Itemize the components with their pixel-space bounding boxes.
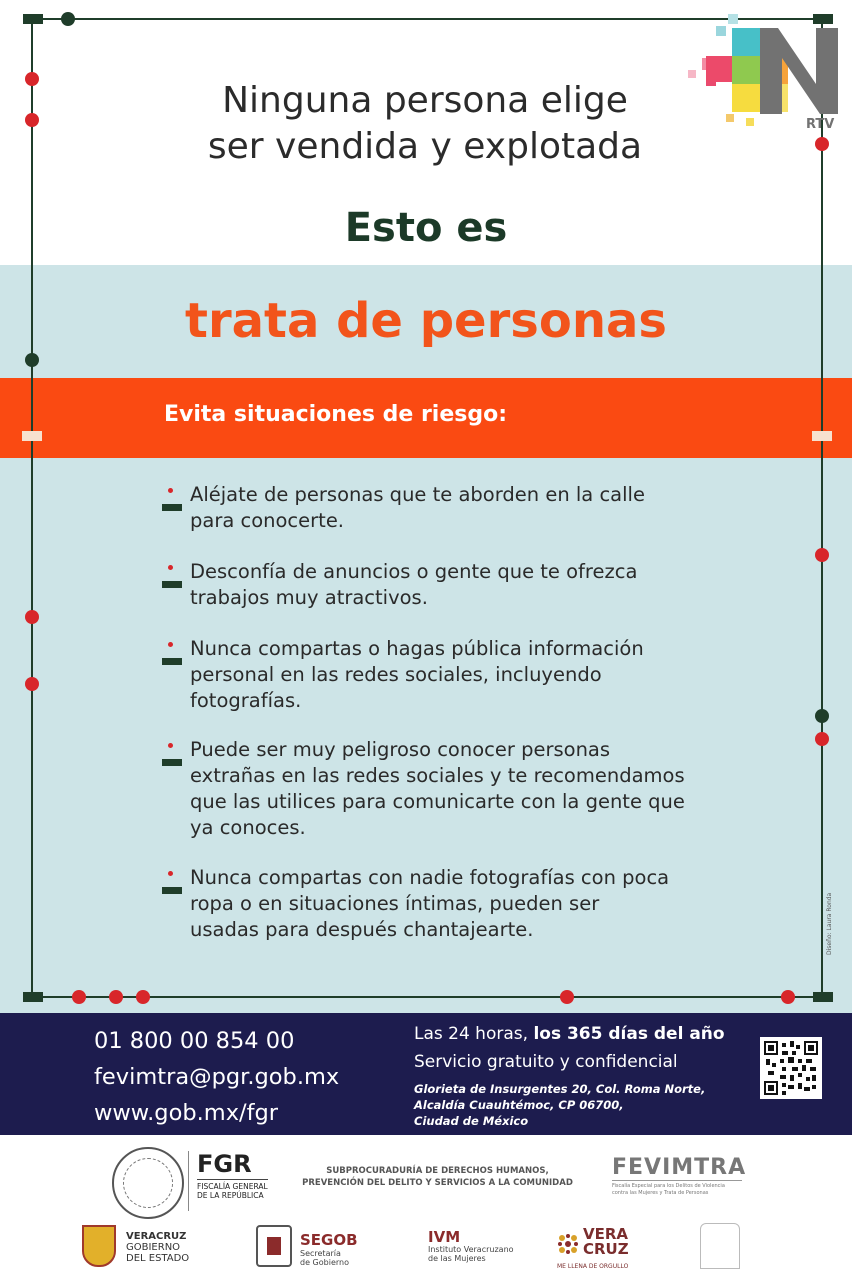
mexico-seal-icon bbox=[112, 1147, 184, 1219]
fgr-logo-subtitle bbox=[197, 1179, 268, 1200]
fevimtra-logo-title: FEVIMTRA bbox=[612, 1155, 747, 1180]
frame-corner-mark bbox=[23, 992, 43, 1002]
design-credit: Diseño: Laura Ronda bbox=[826, 892, 833, 955]
frame-corner-mark bbox=[23, 14, 43, 24]
trata-heading: trata de personas bbox=[185, 293, 667, 349]
address bbox=[414, 1081, 744, 1129]
fgr-logo bbox=[188, 1151, 268, 1211]
vera-line: VERA bbox=[583, 1225, 629, 1243]
frame-side-mark bbox=[22, 431, 42, 441]
contact-band bbox=[0, 1013, 852, 1135]
tip-line: Aléjate de personas que te aborden en la calle bbox=[190, 483, 645, 506]
frame-red-dot bbox=[25, 113, 39, 127]
tip-line: Nunca compartas o hagas pública información bbox=[190, 637, 644, 660]
frame-green-dot bbox=[815, 709, 829, 723]
tip-line: que las utilices para comunicarte con la gente que bbox=[190, 790, 685, 813]
tip-line: Puede ser muy peligroso conocer personas bbox=[190, 738, 611, 761]
veracruz-flower-icon bbox=[557, 1233, 579, 1255]
frame-red-dot bbox=[781, 990, 795, 1004]
frame-red-dot bbox=[815, 548, 829, 562]
frame-side-mark bbox=[812, 431, 832, 441]
address-line: Ciudad de México bbox=[414, 1114, 529, 1128]
risk-bar-label: Evita situaciones de riesgo: bbox=[164, 402, 508, 427]
segob-sub: Secretaría bbox=[300, 1249, 341, 1258]
phone-number[interactable]: 01 800 00 854 00 bbox=[94, 1028, 295, 1054]
logos-band bbox=[0, 1135, 852, 1280]
segob-sub: de Gobierno bbox=[300, 1258, 349, 1267]
headline-line2: ser vendida y explotada bbox=[207, 126, 643, 167]
tip-line: usadas para después chantajearte. bbox=[190, 918, 534, 941]
qr-code[interactable] bbox=[760, 1037, 822, 1099]
frame-red-dot bbox=[560, 990, 574, 1004]
fgr-logo-sub1: FISCALÍA GENERAL bbox=[197, 1182, 268, 1191]
frame-green-dot bbox=[25, 353, 39, 367]
tip-line: personal en las redes sociales, incluyendo bbox=[190, 663, 602, 686]
tip-line: para conocerte. bbox=[190, 509, 345, 532]
frame-red-dot bbox=[109, 990, 123, 1004]
vera-line: CRUZ bbox=[583, 1240, 629, 1258]
frame-red-dot bbox=[25, 677, 39, 691]
tip-line: ya conoces. bbox=[190, 816, 306, 839]
fevimtra-logo-subtitle: Fiscalía Especial para los Delitos de Violencia contra las Mujeres y Trata de Personas bbox=[612, 1180, 742, 1197]
frame-red-dot bbox=[136, 990, 150, 1004]
website-link[interactable]: www.gob.mx/fgr bbox=[94, 1100, 279, 1126]
svg-text:RTV: RTV bbox=[806, 117, 835, 130]
hours-text bbox=[414, 1021, 744, 1047]
tip-line: Desconfía de anuncios o gente que te ofrezca bbox=[190, 560, 638, 583]
subpro-line: SUBPROCURADURÍA DE DERECHOS HUMANOS, bbox=[326, 1166, 549, 1176]
hours-text-a: Las 24 horas, bbox=[414, 1024, 534, 1044]
ver-line: GOBIERNO bbox=[126, 1242, 181, 1253]
ivm-logo bbox=[428, 1229, 538, 1263]
subpro-line: PREVENCIÓN DEL DELITO Y SERVICIOS A LA COMUNIDAD bbox=[302, 1178, 573, 1188]
ivm-sub: de las Mujeres bbox=[428, 1254, 486, 1263]
frame-red-dot bbox=[815, 732, 829, 746]
address-line: Alcaldía Cuauhtémoc, CP 06700, bbox=[414, 1098, 624, 1112]
email-address[interactable]: fevimtra@pgr.gob.mx bbox=[94, 1064, 340, 1090]
hours-text-b: los 365 días del año bbox=[533, 1024, 725, 1044]
fevimtra-logo bbox=[612, 1155, 747, 1197]
frame-red-dot bbox=[815, 137, 829, 151]
fgr-logo-sub2: DE LA REPÚBLICA bbox=[197, 1191, 264, 1200]
tip-line: trabajos muy atractivos. bbox=[190, 586, 428, 609]
frame-corner-mark bbox=[813, 992, 833, 1002]
subprocuraduria-text bbox=[300, 1165, 575, 1189]
tip-line: extrañas en las redes sociales y te recomendamos bbox=[190, 764, 685, 787]
service-text: Servicio gratuito y confidencial bbox=[414, 1052, 678, 1072]
tip-line: Nunca compartas con nadie fotografías con poca bbox=[190, 866, 670, 889]
vera-tagline: ME LLENA DE ORGULLO bbox=[557, 1263, 629, 1270]
frame-green-dot bbox=[61, 12, 75, 26]
veracruz-shield-icon bbox=[82, 1225, 116, 1267]
headline-line1: Ninguna persona elige bbox=[222, 80, 628, 121]
esto-es-heading: Esto es bbox=[344, 205, 508, 251]
segob-title: SEGOB bbox=[300, 1231, 358, 1249]
ver-line: VERACRUZ bbox=[126, 1231, 187, 1242]
ntv-logo bbox=[688, 10, 848, 130]
frame-red-dot bbox=[25, 610, 39, 624]
tip-line: fotografías. bbox=[190, 689, 302, 712]
ivm-sub: Instituto Veracruzano bbox=[428, 1245, 514, 1254]
fgr-logo-title: FGR bbox=[197, 1150, 252, 1178]
frame-red-dot bbox=[72, 990, 86, 1004]
ivm-title: IVM bbox=[428, 1228, 461, 1246]
ver-line: DEL ESTADO bbox=[126, 1253, 190, 1264]
qr-code-icon bbox=[764, 1041, 818, 1095]
address-line: Glorieta de Insurgentes 20, Col. Roma Norte, bbox=[414, 1082, 706, 1096]
frame-red-dot bbox=[25, 72, 39, 86]
institution-crest-icon bbox=[700, 1223, 740, 1269]
tip-line: ropa o en situaciones íntimas, pueden ser bbox=[190, 892, 600, 915]
